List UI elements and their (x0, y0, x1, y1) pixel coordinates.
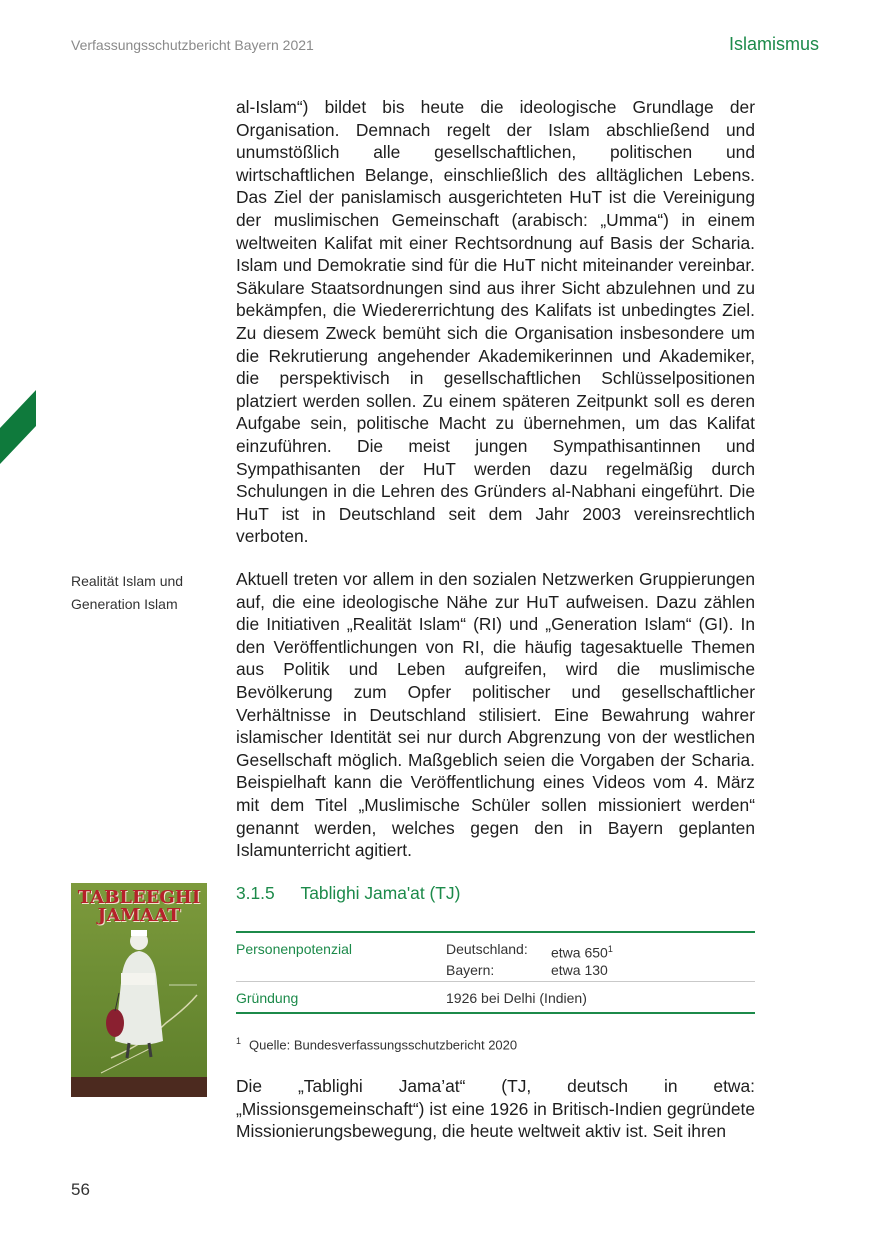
founding-value: 1926 bei Delhi (Indien) (446, 990, 587, 1006)
bavaria-value: etwa 130 (551, 961, 608, 978)
running-header: Verfassungsschutzbericht Bayern 2021 (71, 37, 314, 53)
row-values (446, 933, 755, 981)
row-label-personenpotenzial: Personenpotenzial (236, 941, 352, 957)
body-paragraph: al-Islam“) bildet bis heute die ideologische Grundlage der Organisation. Demnach regelt der Islam abschließend und unumstößlich alle gesellschaftlichen, politischen und wirtschaftlichen Belange, einschließlich des alltäglichen Lebens. Das Ziel der panislamisch ausgerichteten HuT ist die Vereinigung der muslimischen Gemeinschaft (arabisch: „Umma“) in einem weltweiten Kalifat mit einer Rechtsordnung auf Basis der Scharia. Islam und Demokratie sind für die HuT nicht miteinander vereinbar. Säkulare Staatsordnungen sind aus ihrer Sicht abzulehnen und zu bekämpfen, die Wiedererrichtung des Kalifats ist unbedingtes Ziel. Zu diesem Zweck bemüht sich die Organisation insbesondere um die Rekrutierung angehender Akademikerinnen und Akademiker, die perspektivisch in gesellschaftlichen Schlüsselpositionen platziert werden sollen. Zu einem späteren Zeitpunkt soll es deren Aufgabe sein, politische Macht zu übernehmen, um das Kalifat einzuführen. Die meist jungen Sympathisantinnen und Sympathisanten der HuT werden dazu regelmäßig durch Schulungen in die Lehren des Gründers al-Nabhani eingeführt. Die HuT ist in Deutschland seit dem Jahr 2003 vereinsrechtlich verboten. (236, 97, 755, 547)
footnote-text: Quelle: Bundesverfassungsschutzbericht 2020 (249, 1037, 518, 1053)
margin-note (71, 570, 221, 616)
figure-illustration (71, 883, 207, 1097)
footnote (236, 1036, 517, 1052)
section-tab-marker (0, 390, 36, 464)
germany-value: etwa 650 (551, 944, 608, 961)
poster-footer-band (71, 1077, 207, 1097)
region-label: Deutschland: (446, 941, 528, 957)
value-line (446, 962, 755, 979)
margin-note-line: Realität Islam und (71, 573, 184, 589)
footnote-ref: 1 (607, 944, 613, 954)
region-value (551, 941, 613, 962)
footnote-marker: 1 (236, 1036, 242, 1046)
fact-table (236, 931, 755, 1014)
value-line (446, 941, 755, 962)
section-heading (236, 883, 460, 904)
body-paragraph: Aktuell treten vor allem in den sozialen Netzwerken Gruppierungen auf, die eine ideologische Nähe zur HuT aufweisen. Dazu zählen die Initiativen „Realität Islam“ (RI) und „Generation Islam“ (GI). In den Veröffentlichungen von RI, die häufig tagesaktuelle Themen aus Politik und Leben aufgreifen, wird die muslimische Bevölkerung zum Opfer politischer und gesellschaftlicher Verhältnisse in Deutschland stilisiert. Eine Bewahrung wahrer islamischer Identität sei nur durch Abgrenzung von der westlichen Gesellschaft möglich. Maßgeblich seien die Vorgaben der Scharia. Beispielhaft kann die Veröffentlichung eines Videos vom 4. März mit dem Titel „Muslimische Schüler sollen missioniert werden“ genannt werden, welches gegen den in Bayern geplanten Islamunterricht agitiert. (236, 569, 755, 861)
margin-note-line: Generation Islam (71, 596, 178, 612)
body-paragraph: Die „Tablighi Jama’at“ (TJ, deutsch in etwa: „Missionsgemeinschaft“) ist eine 1926 in Britisch-Indien gegründete Missionierungsbewegung, die heute weltweit aktiv ist. Seit ihren (236, 1076, 755, 1142)
chapter-title: Islamismus (728, 34, 819, 54)
section-title: Tablighi Jama'at (TJ) (300, 883, 461, 903)
table-row (236, 981, 755, 1012)
page-number: 56 (71, 1180, 90, 1199)
row-label-gruendung: Gründung (236, 990, 299, 1006)
table-row (236, 933, 755, 981)
poster-title-line: TABLEEGHI (77, 887, 201, 908)
region-label: Bayern: (446, 961, 495, 978)
poster-title-line: JAMAAT (97, 905, 181, 926)
tablighi-jamaat-poster-image (71, 883, 207, 1097)
section-number: 3.1.5 (236, 883, 275, 903)
